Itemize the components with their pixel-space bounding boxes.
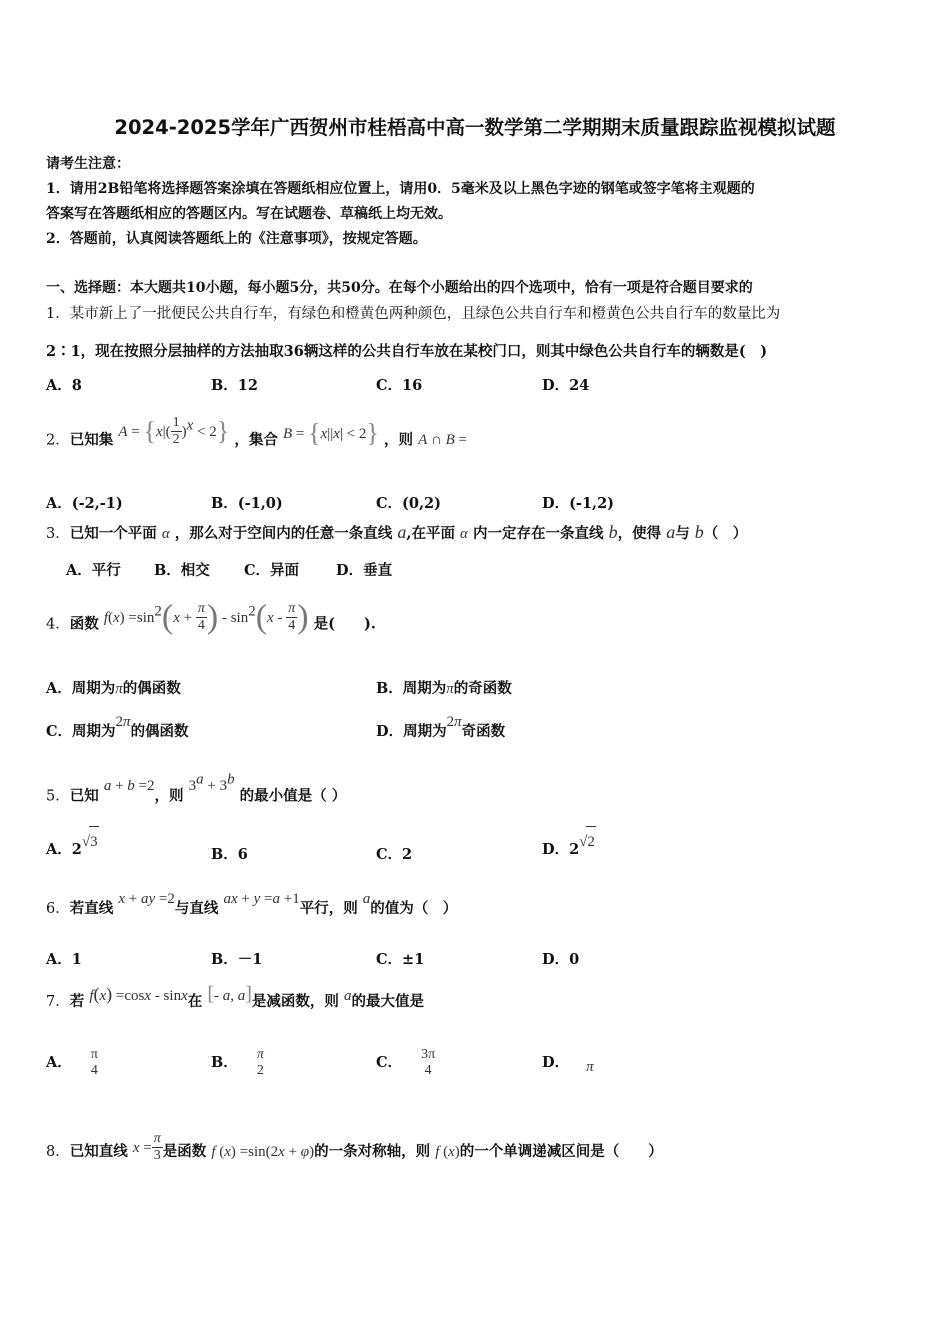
question-1-line-2: 2∶1，现在按照分层抽样的方法抽取36辆这样的公共自行车放在某校门口，则其中绿色公共自行车的辆数是( ) bbox=[46, 343, 768, 360]
b-symbol: b bbox=[608, 522, 618, 542]
q2-option-a[interactable]: A．(-2,-1) bbox=[46, 495, 123, 512]
q2-set-a-formula: A = {x|( $\frac{1}{2}$ )$^x$ < 2} bbox=[118, 415, 230, 448]
q5-expression-formula: $3^a + 3^b$ bbox=[188, 772, 235, 795]
q1-option-b[interactable]: B．12 bbox=[211, 377, 258, 394]
q1-option-c[interactable]: C．16 bbox=[376, 377, 423, 394]
q4-function-formula: $f(x) =\sin^2(x$ + $\frac{\pi}{4}$ ) - $\sin^2(x$ - $\frac{\pi}{4}$ ) bbox=[103, 598, 309, 636]
q2-text-mid: ，集合 bbox=[234, 431, 278, 449]
q4-number: 4． bbox=[46, 616, 70, 633]
q4-text-pre: 函数 bbox=[69, 615, 99, 633]
q4-option-d-text: D．周期为 bbox=[376, 723, 447, 740]
q4-option-b[interactable]: B．周期为π的奇函数 bbox=[376, 680, 512, 697]
q3-text-2: ，那么对于空间内的任意一条直线 bbox=[174, 525, 393, 542]
q7-option-b-label: B． bbox=[211, 1054, 238, 1071]
q2-number: 2． bbox=[46, 432, 70, 449]
q1-option-a[interactable]: A．8 bbox=[46, 377, 82, 394]
q5-text-post: 的最小值是（ ） bbox=[239, 787, 347, 805]
q2-option-d[interactable]: D．(-1,2) bbox=[542, 495, 615, 512]
q3-option-a[interactable]: A．平行 bbox=[66, 562, 121, 579]
notice-line-1: 1．请用2B铅笔将选择题答案涂填在答题纸相应位置上，请用0．5毫米及以上黑色字迹的钢笔或签字笔将主观题的 bbox=[46, 181, 755, 197]
q4-option-d-text-2: 奇函数 bbox=[461, 723, 506, 740]
q8-text-pre: 已知直线 bbox=[69, 1143, 128, 1160]
q7-option-a-label: A． bbox=[46, 1054, 72, 1071]
q8-number: 8． bbox=[46, 1144, 70, 1160]
section-heading: 一、选择题：本大题共10小题，每小题5分，共50分。在每个小题给出的四个选项中，恰有一项是符合题目要求的 bbox=[46, 280, 753, 296]
b-symbol: b bbox=[694, 522, 704, 542]
q7-text-mid-2: 是减函数，则 bbox=[251, 993, 339, 1010]
q7-text-pre: 若 bbox=[69, 993, 85, 1010]
q6-option-b[interactable]: B．－1 bbox=[211, 951, 263, 968]
q5-text-mid: ，则 bbox=[154, 787, 184, 805]
q3-number: 3． bbox=[46, 526, 70, 542]
q2-intersection-formula: A ∩ B = bbox=[418, 432, 467, 449]
question-1-line-1 bbox=[46, 302, 780, 323]
q7-option-d-label: D． bbox=[542, 1054, 570, 1071]
q6-text-mid-2: 平行，则 bbox=[299, 900, 358, 917]
q3-option-d[interactable]: D．垂直 bbox=[336, 562, 393, 579]
q1-text-1: 1．某市新上了一批便民公共自行车，有绿色和橙黄色两种颜色，且绿色公共自行车和橙黄色公共自行车的数量比为 bbox=[46, 306, 781, 322]
q6-text-pre: 若直线 bbox=[69, 900, 114, 917]
notice-line-3: 2．答题前，认真阅读答题纸上的《注意事项》，按规定答题。 bbox=[46, 231, 427, 247]
notice-heading: 请考生注意： bbox=[46, 156, 130, 172]
a-symbol: a bbox=[397, 522, 407, 542]
q4-option-b-text-2: 的奇函数 bbox=[453, 680, 512, 697]
q3-text-5: ，使得 bbox=[617, 525, 662, 542]
page-title: 2024-2025学年广西贺州市桂梧高中高一数学第二学期期末质量跟踪监视模拟试题 bbox=[114, 116, 836, 139]
q4-text-post: 是( ). bbox=[313, 615, 376, 633]
q7-option-a[interactable]: A． π 4 bbox=[46, 1047, 98, 1078]
q5-option-a[interactable]: A．2√3 bbox=[46, 834, 99, 864]
q8-fx-formula: f (x) bbox=[435, 1144, 460, 1160]
q6-number: 6． bbox=[46, 901, 70, 917]
alpha-symbol: α bbox=[460, 526, 468, 542]
q6-option-d[interactable]: D．0 bbox=[542, 951, 580, 968]
q7-option-c[interactable]: C． 3π 4 bbox=[376, 1047, 436, 1078]
q6-option-c[interactable]: C．±1 bbox=[376, 951, 425, 968]
q6-line-2-formula: ax + y =a +1 bbox=[223, 891, 300, 907]
q8-text-mid: 是函数 bbox=[162, 1143, 207, 1160]
q2-text-post: ，则 bbox=[383, 431, 413, 449]
question-3 bbox=[46, 522, 747, 543]
q5-number: 5． bbox=[46, 788, 70, 805]
q4-option-c-text-2: 的偶函数 bbox=[130, 723, 189, 740]
q2-option-c[interactable]: C．(0,2) bbox=[376, 495, 441, 512]
q4-option-c-text: C．周期为 bbox=[46, 723, 116, 740]
q6-text-post: 的值为（ ） bbox=[370, 900, 458, 917]
q6-option-a[interactable]: A．1 bbox=[46, 951, 82, 968]
q7-option-b[interactable]: B． π 2 bbox=[211, 1047, 264, 1078]
q5-option-b[interactable]: B．6 bbox=[211, 846, 248, 863]
q6-text-mid: 与直线 bbox=[174, 900, 219, 917]
q7-text-mid: 在 bbox=[187, 993, 203, 1010]
q3-text-4: 内一定存在一条直线 bbox=[473, 525, 604, 542]
q2-set-b-formula: B = {x||x| < 2} bbox=[282, 418, 379, 448]
question-6 bbox=[46, 888, 457, 928]
q5-option-d-text: D．2 bbox=[542, 841, 580, 858]
question-2 bbox=[46, 414, 467, 454]
q7-interval-formula: [- a, a] bbox=[207, 983, 252, 1005]
q3-text-1: 已知一个平面 bbox=[69, 525, 157, 542]
question-8 bbox=[46, 1128, 663, 1174]
a-symbol: a bbox=[344, 988, 352, 1004]
q8-line-formula: x = $\frac{\pi}{3}$ bbox=[132, 1131, 161, 1163]
q5-text-pre: 已知 bbox=[69, 787, 99, 805]
q4-option-a-text-2: 的偶函数 bbox=[122, 680, 181, 697]
q3-text-6: 与 bbox=[675, 525, 690, 542]
q7-number: 7． bbox=[46, 994, 70, 1010]
q4-option-a-text: A．周期为 bbox=[46, 680, 116, 697]
question-5 bbox=[46, 770, 346, 810]
notice-line-2: 答案写在答题纸相应的答题区内。写在试题卷、草稿纸上均无效。 bbox=[46, 206, 452, 222]
question-4 bbox=[46, 592, 376, 644]
q7-option-c-label: C． bbox=[376, 1054, 403, 1071]
q7-option-d[interactable]: D． π bbox=[542, 1054, 594, 1075]
q3-option-b[interactable]: B．相交 bbox=[154, 562, 210, 579]
q1-option-d[interactable]: D．24 bbox=[542, 377, 590, 394]
q7-function-formula: f(x) =cosx - sinx bbox=[89, 984, 188, 1004]
q6-line-1-formula: x + ay =2 bbox=[118, 891, 175, 907]
q8-text-post: 的一个单调递减区间是（ ） bbox=[459, 1143, 663, 1160]
a-symbol: a bbox=[362, 891, 371, 907]
q3-text-7: （ ） bbox=[703, 525, 748, 542]
q8-text-mid-2: 的一条对称轴，则 bbox=[314, 1143, 431, 1160]
q4-option-a[interactable]: A．周期为π的偶函数 bbox=[46, 680, 181, 697]
q4-option-d[interactable]: D．周期为2π奇函数 bbox=[376, 714, 506, 740]
q3-text-3: ,在平面 bbox=[406, 525, 455, 542]
q8-function-formula: f (x) =sin(2x + φ) bbox=[211, 1144, 315, 1160]
a-symbol: a bbox=[666, 522, 676, 542]
q4-option-b-text: B．周期为 bbox=[376, 680, 447, 697]
q2-option-b[interactable]: B．(-1,0) bbox=[211, 495, 283, 512]
q2-text-pre: 已知集 bbox=[69, 431, 114, 449]
q5-option-d[interactable]: D．2√2 bbox=[542, 834, 596, 864]
question-7 bbox=[46, 980, 424, 1020]
q5-option-a-text: A．2 bbox=[46, 841, 82, 858]
q5-condition-formula: a + b =2 bbox=[103, 778, 155, 795]
q7-text-post: 的最大值是 bbox=[351, 993, 425, 1010]
q5-option-c[interactable]: C．2 bbox=[376, 846, 413, 863]
q3-option-c[interactable]: C．异面 bbox=[244, 562, 300, 579]
q4-option-c[interactable]: C．周期为2π的偶函数 bbox=[46, 714, 189, 740]
alpha-symbol: α bbox=[161, 526, 170, 542]
